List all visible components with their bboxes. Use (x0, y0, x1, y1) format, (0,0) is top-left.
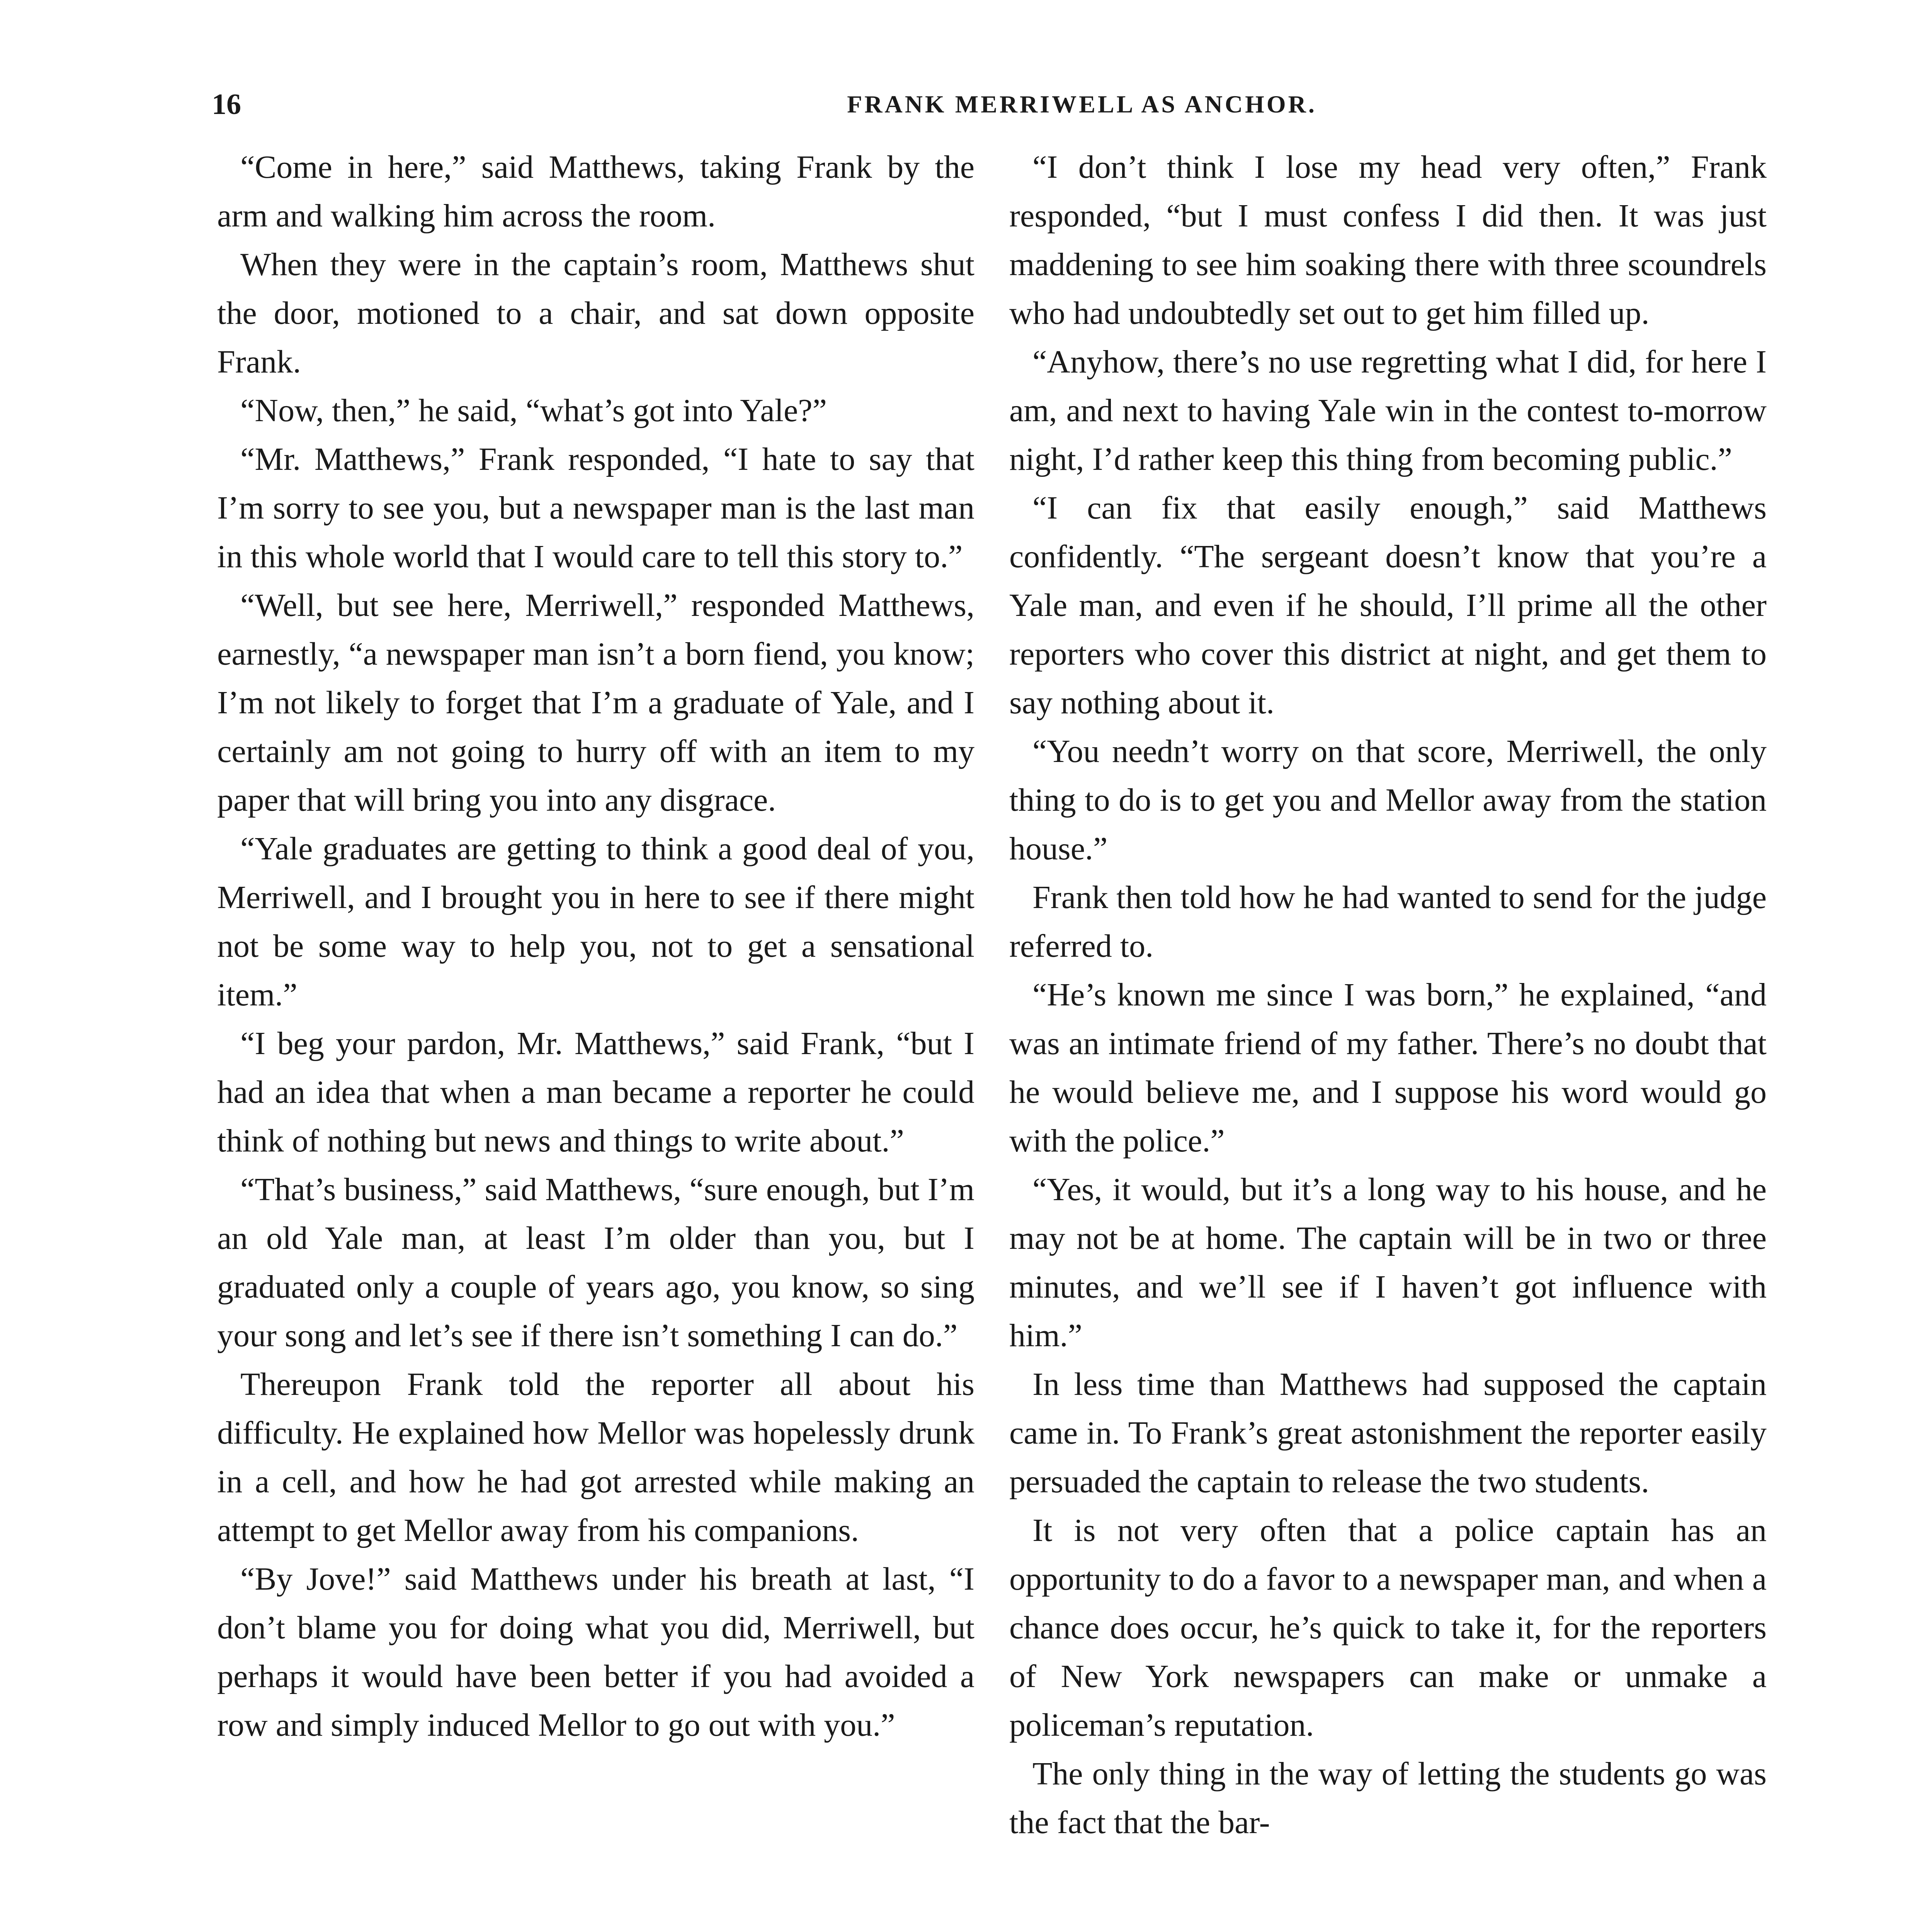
paragraph: The only thing in the way of letting the students go was the fact that the bar- (1009, 1756, 1767, 1840)
paragraph: In less time than Matthews had supposed the captain came in. To Frank’s great astonishment the reporter easily persuaded the captain to release the two students. (1009, 1366, 1767, 1500)
paragraph: “That’s business,” said Matthews, “sure enough, but I’m an old Yale man, at least I’m older than you, but I graduated only a couple of years ago, you know, so sing your song and let’s see if there isn’t something I can do.” (217, 1172, 975, 1354)
paragraph: Thereupon Frank told the reporter all about his difficulty. He explained how Mellor was hopelessly drunk in a cell, and how he had got arrested while making an attempt to get Mellor away from his companions. (217, 1366, 975, 1548)
paragraph: “I don’t think I lose my head very often,” Frank responded, “but I must confess I did then. It was just maddening to see him soaking there with three scoundrels who had undoubtedly set out to get him filled up. (1009, 149, 1767, 331)
running-title: FRANK MERRIWELL AS ANCHOR. (847, 90, 1317, 118)
paragraph: Frank then told how he had wanted to send for the judge referred to. (1009, 879, 1767, 964)
page-number: 16 (212, 88, 241, 121)
paragraph: “Mr. Matthews,” Frank responded, “I hate to say that I’m sorry to see you, but a newspaper man is the last man in this whole world that I would care to tell this story to.” (217, 441, 975, 575)
paragraph: When they were in the captain’s room, Matthews shut the door, motioned to a chair, and sat down opposite Frank. (217, 247, 975, 380)
paragraph: “Well, but see here, Merriwell,” responded Matthews, earnestly, “a newspaper man isn’t a born fiend, you know; I’m not likely to forget that I’m a graduate of Yale, and I certainly am not going to hurry off with an item to my paper that will bring you into any disgrace. (217, 587, 975, 818)
paragraph: “Come in here,” said Matthews, taking Frank by the arm and walking him across the room. (217, 149, 975, 234)
right-column (1009, 143, 1767, 1847)
paragraph: “Anyhow, there’s no use regretting what I did, for here I am, and next to having Yale win in the contest to-morrow night, I’d rather keep this thing from becoming public.” (1009, 344, 1767, 477)
page-header (0, 83, 1932, 126)
paragraph: “Yale graduates are getting to think a good deal of you, Merriwell, and I brought you in here to see if there might not be some way to help you, not to get a sensational item.” (217, 831, 975, 1013)
paragraph: “You needn’t worry on that score, Merriwell, the only thing to do is to get you and Mellor away from the station house.” (1009, 733, 1767, 867)
paragraph: It is not very often that a police captain has an opportunity to do a favor to a newspaper man, and when a chance does occur, he’s quick to take it, for the reporters of New York newspapers can make or unmake a policeman’s reputation. (1009, 1512, 1767, 1743)
left-column (217, 143, 975, 1750)
paragraph: “I beg your pardon, Mr. Matthews,” said Frank, “but I had an idea that when a man became a reporter he could think of nothing but news and things to write about.” (217, 1026, 975, 1159)
paragraph: “Now, then,” he said, “what’s got into Yale?” (240, 393, 827, 429)
paragraph: “Yes, it would, but it’s a long way to his house, and he may not be at home. The captain will be in two or three minutes, and we’ll see if I haven’t got influence with him.” (1009, 1172, 1767, 1354)
paragraph: “I can fix that easily enough,” said Matthews confidently. “The sergeant doesn’t know that you’re a Yale man, and even if he should, I’ll prime all the other reporters who cover this district at night, and get them to say nothing about it. (1009, 490, 1767, 721)
paragraph: “He’s known me since I was born,” he explained, “and was an intimate friend of my father. There’s no doubt that he would believe me, and I suppose his word would go with the police.” (1009, 977, 1767, 1159)
paragraph: “By Jove!” said Matthews under his breath at last, “I don’t blame you for doing what you did, Merriwell, but perhaps it would have been better if you had avoided a row and simply induced Mellor to go out with you.” (217, 1561, 975, 1743)
